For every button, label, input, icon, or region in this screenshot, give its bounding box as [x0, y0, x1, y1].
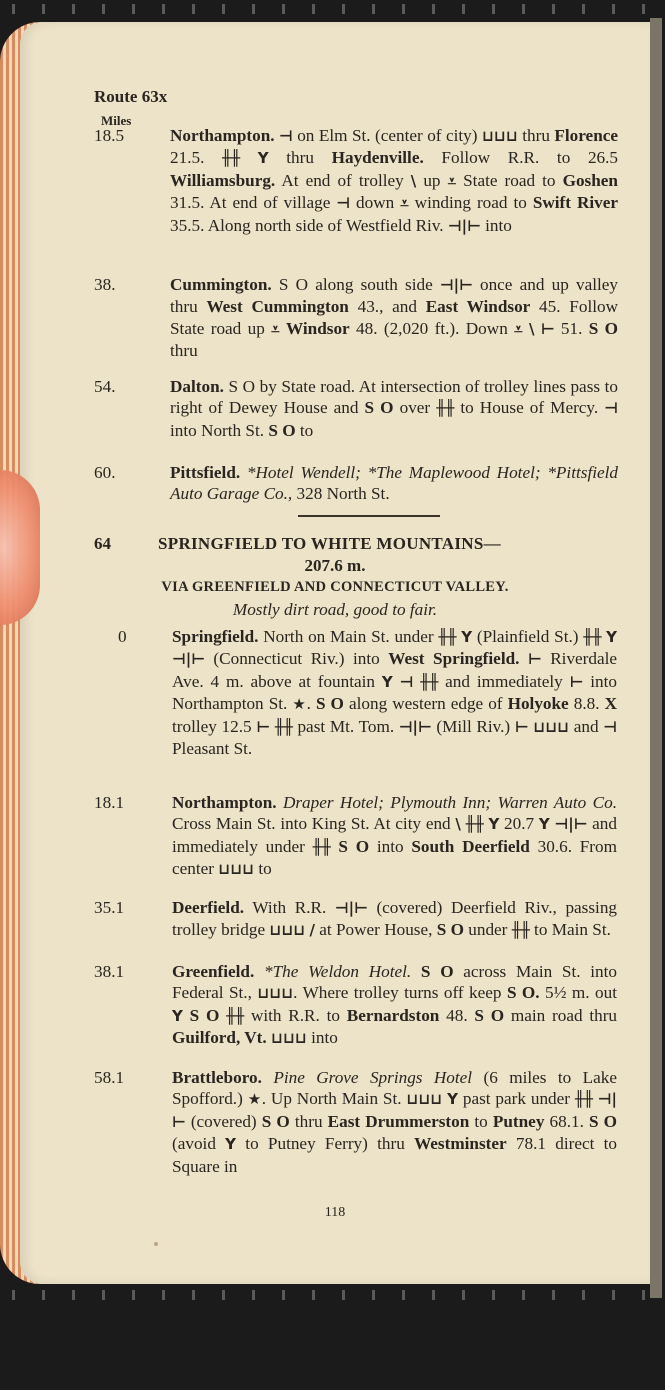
entry-text	[172, 626, 617, 759]
text-segment: Pittsfield.	[170, 463, 241, 482]
route-symbol-icon: ★	[292, 695, 307, 714]
route-symbol-icon: Y	[447, 1090, 458, 1109]
text-segment: main road thru	[504, 1005, 618, 1025]
text-segment: thru	[170, 341, 198, 361]
route-symbol-icon: ⩡	[447, 171, 457, 190]
text-segment: S O along south side	[271, 275, 440, 294]
text-segment: thru	[268, 148, 332, 168]
text-segment: Greenfield.	[172, 962, 255, 981]
thumb-index-tab	[0, 470, 40, 625]
entry-text	[170, 462, 618, 505]
text-segment	[262, 1068, 273, 1087]
section-divider	[298, 515, 440, 517]
text-segment: Brattleboro.	[172, 1068, 262, 1087]
text-segment: trolley 12.5	[172, 716, 257, 736]
text-segment	[240, 463, 247, 482]
text-segment: S O	[268, 420, 296, 440]
text-segment: West Springfield.	[388, 649, 520, 669]
route-symbol-icon: ⊣|⊢	[398, 717, 432, 736]
text-segment	[254, 962, 264, 981]
text-segment: Cross Main St. into King St. At city end	[172, 814, 456, 834]
text-segment: Windsor	[285, 318, 350, 338]
text-segment: (Connecticut Riv.) into	[204, 649, 389, 669]
text-segment: *The Weldon Hotel.	[263, 962, 412, 981]
text-segment: along western edge of	[343, 694, 508, 714]
text-segment: Pleasant St.	[172, 739, 253, 759]
text-segment: Northampton.	[170, 126, 275, 145]
entry-text	[172, 961, 617, 1050]
text-segment: State road to	[456, 170, 563, 190]
text-segment: Goshen	[562, 170, 618, 190]
miles-label: Miles	[101, 113, 132, 128]
film-strip-bottom	[0, 1290, 665, 1300]
text-segment: and	[569, 716, 604, 736]
route-symbol-icon: Y	[538, 815, 550, 834]
route-symbol-icon: ⊔⊔⊔	[269, 921, 306, 940]
entry-miles: 54.	[94, 377, 116, 396]
route-symbol-icon: ╫╫	[436, 399, 455, 418]
route-symbol-icon: Y	[225, 1135, 237, 1154]
text-segment: Swift River	[532, 193, 619, 213]
entry-miles: 18.1	[94, 793, 125, 812]
text-segment: S O	[436, 920, 464, 940]
text-segment: Westminster	[414, 1134, 507, 1154]
route-symbol-icon: ⊔⊔⊔	[533, 717, 570, 736]
route-symbol-icon: ⊔⊔⊔	[481, 127, 518, 145]
page-content	[20, 22, 650, 1284]
text-segment: Riverdale Ave. 4 m. above at fountain	[172, 649, 618, 691]
route-64-via: VIA GREENFIELD AND CONNECTICUT VALLEY.	[161, 579, 509, 595]
text-segment: (6 miles to Lake Spofford.)	[172, 1068, 618, 1109]
text-segment: . Where trolley turns off keep	[293, 983, 507, 1003]
book-spine-edge	[650, 18, 662, 1298]
text-segment: (Plainfield St.)	[472, 627, 584, 646]
route-symbol-icon: Y	[381, 672, 393, 691]
route-symbol-icon: ⊢	[527, 650, 542, 669]
text-segment: Williamsburg.	[170, 170, 276, 190]
entry-miles: 0	[118, 627, 127, 646]
route-symbol-icon: \	[410, 171, 417, 190]
text-segment: over	[393, 398, 437, 418]
route-symbol-icon: Y	[461, 628, 473, 646]
text-segment: past park under	[458, 1089, 575, 1109]
text-segment: S O	[420, 962, 454, 981]
route-symbol-icon: ⩡	[271, 319, 280, 338]
entry-text	[172, 792, 617, 881]
route-symbol-icon: ⩡	[400, 194, 409, 213]
entry-miles: 38.	[94, 275, 116, 294]
route-symbol-icon: Y	[606, 628, 617, 646]
text-segment: S O by State road. At intersection of trolley lines pass to right of Dewey House and	[170, 377, 618, 418]
text-segment: Florence	[554, 126, 619, 145]
text-segment: 21.5.	[170, 148, 223, 168]
entry-miles: 60.	[94, 463, 116, 482]
text-segment: with R.R. to	[244, 1005, 347, 1025]
entry-miles: 58.1	[94, 1068, 125, 1087]
route-symbol-icon: ╫╫	[511, 921, 530, 940]
text-segment: 51.	[554, 318, 589, 338]
entry-text	[172, 1067, 617, 1177]
text-segment: Bernardston	[346, 1005, 440, 1025]
route-symbol-icon: ⊣|⊢	[334, 899, 368, 917]
text-segment: into North St.	[170, 420, 269, 440]
film-strip-top	[0, 4, 665, 14]
text-segment: X	[604, 694, 618, 714]
text-segment: East Drummerston	[327, 1111, 470, 1131]
text-segment: 78.1 direct to Square in	[172, 1134, 617, 1176]
text-segment: S O	[588, 318, 618, 338]
text-segment: to	[254, 859, 272, 879]
route-symbol-icon: ⊔⊔⊔	[218, 860, 255, 879]
route-symbol-icon: ⊣	[604, 399, 618, 418]
route-symbol-icon: ⊔⊔⊔	[271, 1029, 307, 1048]
text-segment: to	[295, 420, 314, 440]
route-symbol-icon: ⊣|⊢	[554, 815, 588, 834]
text-segment	[411, 962, 421, 981]
text-segment: 45. Follow State road up	[170, 297, 618, 338]
route-symbol-icon: ⊢	[540, 319, 555, 338]
route-symbol-icon: ⊣	[336, 194, 351, 213]
text-segment: 328 North St.	[292, 484, 390, 504]
route-symbol-icon: Y	[172, 1006, 183, 1025]
text-segment: into Northampton St.	[172, 671, 617, 714]
route-symbol-icon: ⊢	[256, 717, 271, 736]
route-symbol-icon: ╫╫	[465, 815, 484, 834]
route-symbol-icon: ╫╫	[312, 837, 331, 856]
text-segment: Holyoke	[507, 694, 569, 714]
text-segment: to Main St.	[529, 920, 611, 940]
text-segment: 48.	[439, 1005, 475, 1025]
route-symbol-icon: ⊣|⊢	[172, 650, 205, 669]
route-symbol-icon: ⩡	[514, 319, 523, 338]
route-symbol-icon: Y	[488, 815, 500, 834]
text-segment: (covered) Deerfield Riv., passing trolley bridge	[172, 898, 618, 940]
route-symbol-icon: ⊔⊔⊔	[257, 984, 294, 1003]
book-page	[20, 22, 650, 1284]
text-segment: West Cummington	[206, 297, 349, 317]
entry-miles: 38.1	[94, 962, 125, 981]
route-symbol-icon: Y	[257, 149, 269, 168]
text-segment: S O	[474, 1005, 505, 1025]
text-segment	[519, 649, 528, 668]
text-segment: Guilford, Vt.	[172, 1028, 267, 1048]
route-symbol-icon: ★	[247, 1090, 262, 1109]
route-symbol-icon: \	[455, 815, 461, 834]
text-segment: 31.5. At end of village	[170, 193, 337, 213]
text-segment: (avoid	[172, 1134, 226, 1154]
text-segment: Northampton.	[172, 793, 277, 812]
text-segment: 68.1.	[544, 1111, 589, 1131]
text-segment: *Hotel Wendell; *The Maplewood Hotel; *Pittsfield Auto Garage Co.,	[170, 463, 618, 504]
text-segment: East Windsor	[425, 297, 531, 317]
route-symbol-icon: ⊣	[603, 717, 617, 736]
text-segment: 48. (2,020 ft.). Down	[349, 318, 515, 338]
route-64-number: 64	[94, 534, 111, 553]
text-segment: thru	[517, 126, 555, 145]
text-segment: at Power House,	[314, 920, 437, 940]
text-segment: S O	[338, 836, 370, 856]
text-segment	[393, 672, 400, 691]
text-segment: to	[469, 1111, 493, 1131]
text-segment: Putney	[492, 1111, 545, 1131]
text-segment: S O.	[506, 983, 540, 1003]
route-symbol-icon: ⊔⊔⊔	[406, 1090, 443, 1109]
route-symbol-icon: ⊢	[569, 672, 584, 691]
text-segment: .	[306, 694, 316, 714]
text-segment: 20.7	[499, 814, 539, 834]
entry-text	[172, 897, 617, 942]
text-segment: 5½ m. out	[539, 983, 617, 1003]
text-segment: up	[416, 170, 448, 190]
text-segment: North on Main St. under	[258, 627, 439, 646]
route-symbol-icon: ⊣|⊢	[172, 1090, 617, 1131]
text-segment	[240, 148, 258, 167]
text-segment: into	[369, 836, 412, 856]
text-segment: once and up valley thru	[170, 275, 618, 317]
text-segment: South Deerfield	[411, 836, 530, 856]
text-segment: to Putney Ferry) thru	[236, 1134, 415, 1154]
text-segment: down	[350, 193, 401, 213]
route-symbol-icon: ⊢	[514, 717, 529, 736]
route-symbol-icon: ╫╫	[222, 149, 241, 168]
route-symbol-icon: ╫╫	[583, 628, 602, 646]
route-symbol-icon: ╫╫	[420, 672, 439, 691]
route-symbol-icon: ⊣|⊢	[439, 276, 473, 294]
text-segment: With R.R.	[244, 898, 335, 917]
text-segment: Draper Hotel; Plymouth Inn; Warren Auto Co.	[282, 793, 617, 812]
entry-text	[170, 274, 618, 362]
text-segment: At end of trolley	[275, 170, 411, 190]
text-segment: (covered)	[185, 1111, 262, 1131]
route-header: Route 63x	[94, 87, 168, 106]
text-segment: S O	[364, 398, 394, 418]
route-symbol-icon: ╫╫	[226, 1006, 245, 1025]
route-symbol-icon: \	[528, 319, 535, 338]
text-segment: to House of Mercy.	[454, 398, 605, 418]
route-symbol-icon: ⊣	[279, 127, 293, 145]
entry-miles: 18.5	[94, 126, 125, 145]
route-symbol-icon: ╫╫	[274, 717, 293, 736]
text-segment: 35.5. Along north side of Westfield Riv.	[170, 215, 448, 235]
text-segment: past Mt. Tom.	[292, 716, 399, 736]
entry-text	[170, 125, 618, 237]
text-segment: S O	[315, 694, 344, 714]
text-segment: Springfield.	[172, 627, 259, 646]
text-segment: Cummington.	[170, 275, 272, 294]
text-segment: under	[463, 920, 512, 940]
text-segment: Haydenville.	[331, 148, 424, 168]
text-segment: thru	[289, 1111, 328, 1131]
text-segment: S O	[588, 1111, 617, 1131]
text-segment: (Mill Riv.)	[431, 716, 515, 736]
text-segment	[183, 1006, 190, 1025]
text-segment: into	[306, 1028, 338, 1048]
route-symbol-icon: ⊣	[399, 672, 414, 691]
text-segment: across Main St. into Federal St.,	[172, 962, 618, 1003]
text-segment: . Up North Main St.	[261, 1089, 407, 1109]
entry-miles: 35.1	[94, 898, 125, 917]
text-segment: 8.8.	[568, 694, 605, 714]
text-segment: 30.6. From center	[172, 836, 617, 879]
entry-text	[170, 376, 618, 441]
text-segment: S O	[261, 1111, 290, 1131]
route-64-title: SPRINGFIELD TO WHITE MOUNTAINS—	[158, 534, 501, 553]
text-segment: Deerfield.	[172, 898, 245, 917]
text-segment: 43., and	[348, 297, 426, 317]
page-number: 118	[324, 1205, 346, 1220]
text-segment: Follow R.R. to 26.5	[423, 148, 619, 168]
text-segment: Dalton.	[170, 377, 224, 396]
route-64-distance: 207.6 m.	[304, 556, 366, 575]
text-segment: on Elm St. (center of city)	[292, 126, 482, 145]
text-segment: into	[480, 215, 512, 235]
route-symbol-icon: ╫╫	[438, 628, 457, 646]
route-symbol-icon: ⊣|⊢	[447, 216, 481, 235]
text-segment: and immediately	[438, 671, 570, 691]
text-segment: and immediately under	[172, 814, 617, 856]
route-64-road-note: Mostly dirt road, good to fair.	[232, 600, 438, 619]
paper-speck	[154, 1242, 158, 1246]
text-segment: winding road to	[408, 193, 533, 213]
text-segment: Pine Grove Springs Hotel	[273, 1068, 473, 1087]
route-symbol-icon: /	[309, 921, 315, 940]
route-symbol-icon: ╫╫	[574, 1090, 593, 1109]
text-segment: S O	[189, 1005, 220, 1025]
